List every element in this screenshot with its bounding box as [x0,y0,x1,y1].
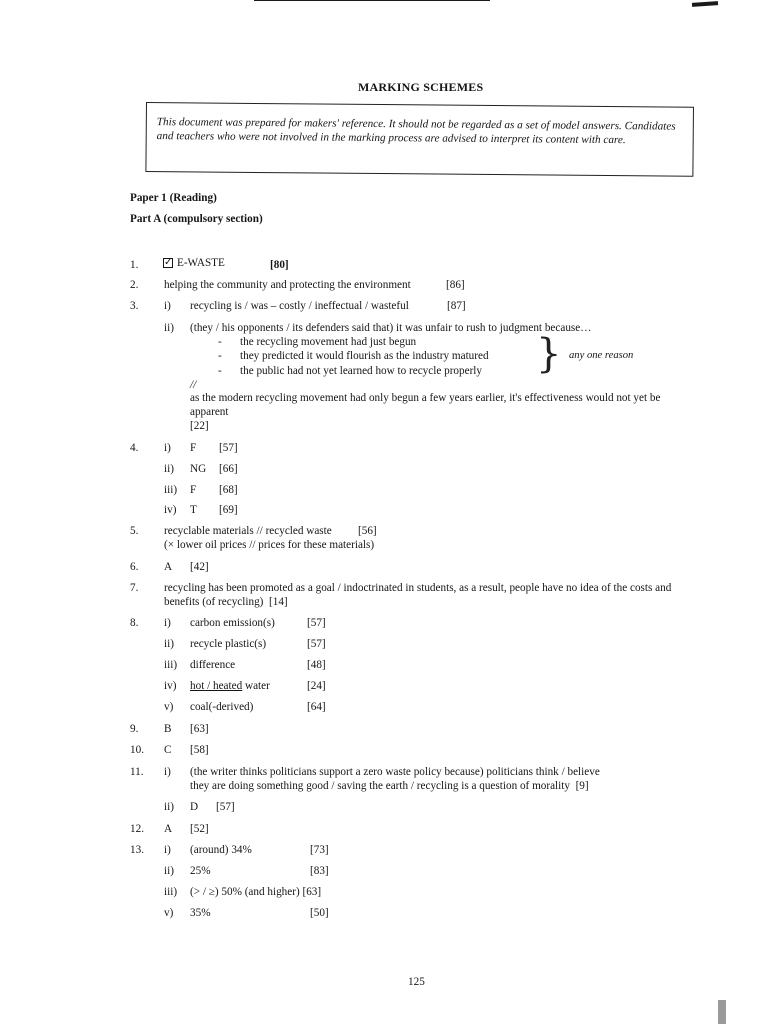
q4-ii-answer: NG [190,463,207,475]
q13-i-ref: [73] [310,844,329,856]
q3-alt-mark: // [190,379,197,391]
corner-mark [692,1,718,7]
q11-i-ref: [9] [575,780,589,792]
q3-bullet-dash: - [218,350,222,362]
q4-ii-label: ii) [164,463,174,475]
q7-number: 7. [130,582,139,594]
q6-ref: [42] [190,561,209,573]
q4-number: 4. [130,442,139,454]
q5-note: (× lower oil prices // prices for these materials) [164,539,375,551]
q3-bullet-2: they predicted it would flourish as the industry matured [240,350,489,362]
q13-ii-label: ii) [164,865,174,877]
q8-iii-answer: difference [190,659,236,671]
q2-number: 2. [130,279,139,291]
q12-answer: A [164,823,173,835]
q6-number: 6. [130,561,139,573]
q8-iv-ref: [24] [307,680,326,692]
q10-number: 10. [130,744,144,756]
q5-ref: [56] [358,525,377,537]
q13-i-label: i) [164,844,171,856]
q2-ref: [86] [446,279,465,291]
q3-i-label: i) [164,300,171,312]
q8-v-ref: [64] [307,701,326,713]
q3-ii-ref: [22] [190,420,209,432]
q1-answer: E-WASTE [177,257,225,269]
q7-ref: [14] [269,596,288,608]
q13-iii-ref: [63] [302,886,322,898]
q11-ii-label: ii) [164,801,174,813]
notice-box [145,102,694,177]
q4-ii-ref: [66] [219,463,238,475]
q2-answer: helping the community and protecting the environment [164,279,411,291]
q4-iv-ref: [69] [219,504,238,516]
q3-bullet-dash: - [218,336,222,348]
q11-ii-ref: [57] [216,801,235,813]
q11-i-line1: (the writer thinks politicians support a zero waste policy because) politicians think / believe [190,766,600,778]
q9-answer: B [164,723,172,735]
q3-bullet-dash: - [218,365,222,377]
q8-number: 8. [130,617,139,629]
q8-i-answer: carbon emission(s) [190,617,275,629]
page-title: MARKING SCHEMES [358,80,484,94]
q10-ref: [58] [190,744,209,756]
q10-answer: C [164,744,172,756]
q4-i-answer: F [190,442,197,454]
q8-iii-ref: [48] [307,659,326,671]
q12-ref: [52] [190,823,209,835]
q11-number: 11. [130,766,144,778]
q4-iv-answer: T [190,504,197,516]
q3-ii-lead: (they / his opponents / its defenders said that) it was unfair to rush to judgment because… [190,322,592,334]
q13-v-label: v) [164,907,174,919]
q11-i-label: i) [164,766,171,778]
q8-iv-answer [190,679,270,693]
q13-ii-ref: [83] [310,865,329,877]
page-number: 125 [408,976,425,988]
q5-answer: recyclable materials // recycled waste [164,525,332,537]
top-edge-mark [254,0,490,1]
q3-i-answer: recycling is / was – costly / ineffectual / wasteful [190,300,409,312]
q3-ii-label: ii) [164,322,174,334]
q4-iii-answer: F [190,484,197,496]
q4-iii-label: iii) [164,484,178,496]
q4-i-ref: [57] [219,442,238,454]
q13-iii-label: iii) [164,886,178,898]
q3-alternative: as the modern recycling movement had only begun a few years earlier, it's effectiveness would not yet be apparent [190,392,661,418]
q13-ii-answer: 25% [190,865,211,877]
q13-iii-answer [190,885,321,899]
q3-bullet-3: the public had not yet learned how to recycle properly [240,365,482,377]
q8-iii-label: iii) [164,659,178,671]
part-title: Part A (compulsory section) [130,213,263,225]
right-brace-icon: } [536,331,562,377]
q12-number: 12. [130,823,144,835]
q13-v-answer: 35% [190,907,211,919]
q11-i-line2 [190,779,589,793]
q4-iv-label: iv) [164,504,177,516]
q8-ii-ref: [57] [307,638,326,650]
q11-i-line2-text: they are doing something good / saving the earth / recycling is a question of morality [190,780,570,792]
q8-v-answer: coal(-derived) [190,701,254,713]
q8-v-label: v) [164,701,174,713]
q13-iii-answer-text: (> / ≥) 50% (and higher) [190,886,300,898]
q4-i-label: i) [164,442,171,454]
q13-v-ref: [50] [310,907,329,919]
q13-i-answer: (around) 34% [190,844,252,856]
q3-number: 3. [130,300,139,312]
bottom-edge-shadow [718,1000,726,1024]
q1-ref: [80] [270,259,289,271]
q7-answer [164,581,704,609]
q5-number: 5. [130,525,139,537]
q8-i-ref: [57] [307,617,326,629]
notice-text: This document was prepared for makers' reference. It should not be regarded as a set of model answers. Candidates and teachers who were not involved in the marking process are advised to interpret its content with care. [156,116,676,147]
q1-number: 1. [130,259,139,271]
q6-answer: A [164,561,173,573]
q8-iv-underlined: hot / heated [190,680,243,692]
q4-iii-ref: [68] [219,484,238,496]
paper-title: Paper 1 (Reading) [130,192,217,204]
q3-bullet-1: the recycling movement had just begun [240,336,417,348]
q9-number: 9. [130,723,139,735]
q13-number: 13. [130,844,144,856]
q7-answer-text: recycling has been promoted as a goal / indoctrinated in students, as a result, people have no idea of the costs and benefits (of recycling) [164,582,672,608]
q3-any-one-reason: any one reason [569,350,634,361]
checkbox-icon: ✓ [164,257,173,268]
q8-iv-rest: water [242,680,270,692]
q8-ii-answer: recycle plastic(s) [190,638,267,650]
q11-ii-answer: D [190,801,199,813]
q8-iv-label: iv) [164,680,177,692]
q8-ii-label: ii) [164,638,174,650]
q8-i-label: i) [164,617,171,629]
q9-ref: [63] [190,723,209,735]
q3-i-ref: [87] [447,300,466,312]
